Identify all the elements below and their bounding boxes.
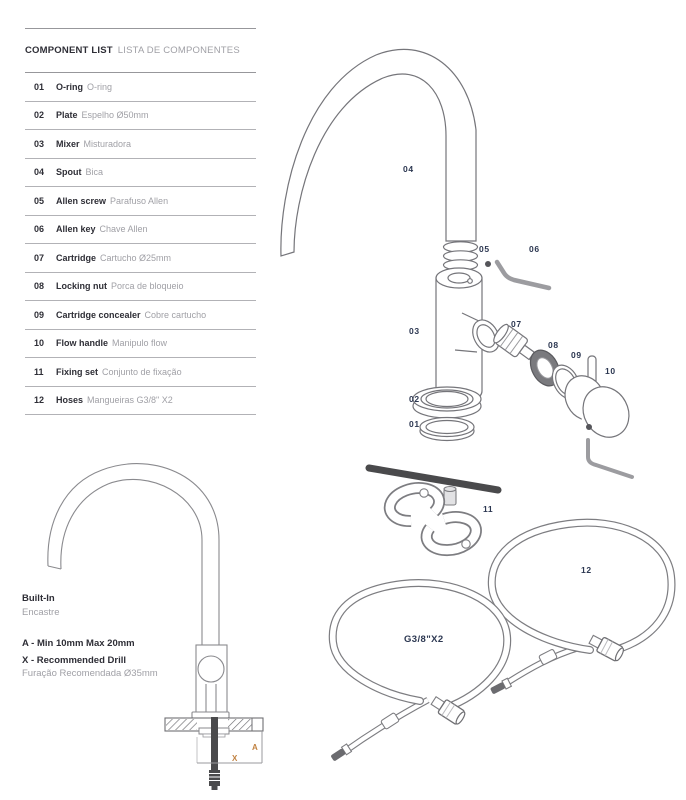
component-list xyxy=(25,28,256,415)
label-part-10: 10 xyxy=(605,366,616,376)
label-part-07: 07 xyxy=(511,319,522,329)
component-row xyxy=(25,273,256,302)
component-list-header xyxy=(25,29,256,73)
component-row xyxy=(25,102,256,131)
component-number: 07 xyxy=(34,252,45,263)
oring-part xyxy=(420,418,474,441)
dimension-note-a: A - Min 10mm Max 20mm xyxy=(22,638,135,649)
mixer-part xyxy=(436,268,505,402)
plate-part xyxy=(413,387,481,418)
component-name-en: Cartridge concealer xyxy=(56,309,141,320)
component-name-pt: Cartucho Ø25mm xyxy=(100,252,172,263)
component-number: 10 xyxy=(34,338,45,349)
builtin-title-pt: Encastre xyxy=(22,607,60,618)
label-part-04: 04 xyxy=(403,164,414,174)
label-part-12: 12 xyxy=(581,565,592,575)
component-name-en: O-ring xyxy=(56,81,83,92)
component-list-title-en: COMPONENT LIST xyxy=(25,45,113,56)
dim-x-label: X xyxy=(232,754,238,763)
allen-key-part xyxy=(497,262,549,288)
component-name-pt: Conjunto de fixação xyxy=(102,366,182,377)
component-name-pt: Espelho Ø50mm xyxy=(81,110,149,121)
installation-notes xyxy=(22,593,158,679)
component-name-pt: Mangueiras G3/8" X2 xyxy=(87,395,173,406)
component-row xyxy=(25,330,256,359)
component-name-pt: Bica xyxy=(85,167,104,178)
component-row xyxy=(25,301,256,330)
component-number: 06 xyxy=(34,224,45,235)
fixing-set-part xyxy=(369,468,498,550)
component-list-title-pt: LISTA DE COMPONENTES xyxy=(117,45,240,56)
component-name-en: Fixing set xyxy=(56,366,99,377)
component-row xyxy=(25,358,256,387)
component-name-en: Allen key xyxy=(56,224,96,235)
component-number: 03 xyxy=(34,138,45,149)
component-name-pt: O-ring xyxy=(87,81,113,92)
label-part-09: 09 xyxy=(571,350,582,360)
component-name-en: Plate xyxy=(56,110,78,121)
label-part-08: 08 xyxy=(548,340,559,350)
builtin-title-en: Built-In xyxy=(22,593,55,604)
label-part-03: 03 xyxy=(409,326,420,336)
label-hose-spec: G3/8"X2 xyxy=(404,634,444,645)
component-name-en: Cartridge xyxy=(56,252,97,263)
component-name-en: Allen screw xyxy=(56,195,107,206)
component-number: 11 xyxy=(34,366,44,377)
hose-right xyxy=(489,523,671,696)
component-number: 04 xyxy=(34,167,45,178)
label-part-11: 11 xyxy=(483,504,494,514)
label-part-05: 05 xyxy=(479,244,490,254)
component-name-pt: Misturadora xyxy=(83,138,132,149)
component-name-en: Flow handle xyxy=(56,338,109,349)
component-row xyxy=(25,244,256,273)
component-name-pt: Porca de bloqueio xyxy=(111,281,184,292)
allen-screw-part xyxy=(485,261,491,267)
allen-key-lower xyxy=(588,440,632,477)
component-number: 02 xyxy=(34,110,45,121)
component-row xyxy=(25,130,256,159)
component-number: 12 xyxy=(34,395,45,406)
component-name-pt: Parafuso Allen xyxy=(110,195,169,206)
component-row xyxy=(25,73,256,102)
dimension-note-x-en: X - Recommended Drill xyxy=(22,655,126,666)
hose-left xyxy=(330,583,507,762)
dimension-note-x-pt: Furação Recomendada Ø35mm xyxy=(22,668,158,679)
component-number: 08 xyxy=(34,281,45,292)
component-number: 01 xyxy=(34,81,45,92)
component-row xyxy=(25,187,256,216)
label-part-02: 02 xyxy=(409,394,420,404)
component-row xyxy=(25,216,256,245)
component-name-pt: Cobre cartucho xyxy=(144,309,207,320)
label-part-06: 06 xyxy=(529,244,540,254)
component-name-pt: Manipulo flow xyxy=(112,338,168,349)
spout-part xyxy=(281,49,478,270)
component-number: 05 xyxy=(34,195,45,206)
component-name-pt: Chave Allen xyxy=(99,224,148,235)
label-part-01: 01 xyxy=(409,419,420,429)
allen-screw-lower xyxy=(586,424,592,430)
component-name-en: Hoses xyxy=(56,395,84,406)
component-row xyxy=(25,387,256,416)
component-name-en: Spout xyxy=(56,167,82,178)
component-name-en: Locking nut xyxy=(56,281,107,292)
component-name-en: Mixer xyxy=(56,138,80,149)
component-row xyxy=(25,159,256,188)
component-number: 09 xyxy=(34,309,45,320)
dim-a-label: A xyxy=(252,743,258,752)
